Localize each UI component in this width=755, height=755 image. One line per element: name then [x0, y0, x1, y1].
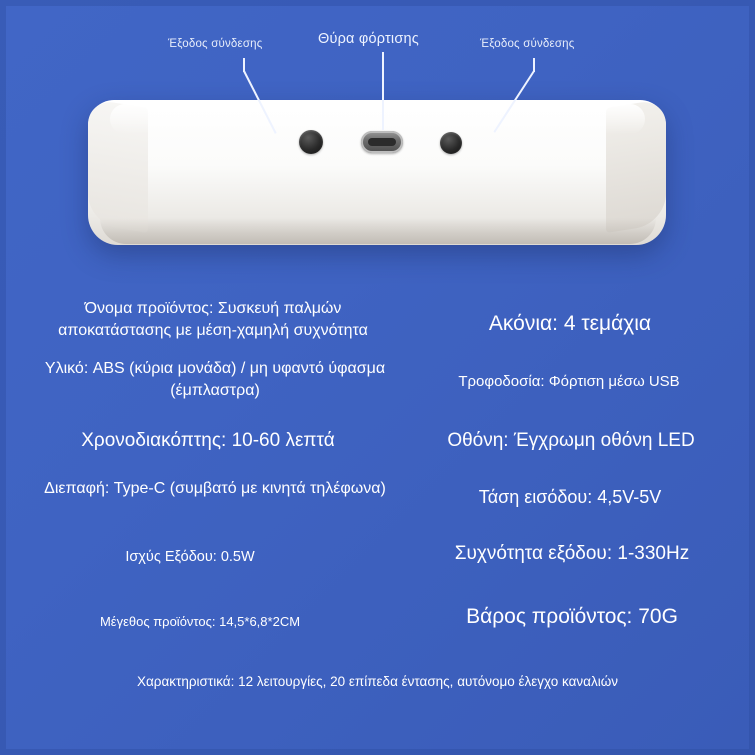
device-highlight	[110, 104, 645, 134]
spec-product-weight: Βάρος προϊόντος: 70G	[466, 605, 678, 628]
spec-input-voltage: Τάση εισόδου: 4,5V-5V	[478, 487, 662, 507]
callout-output-left: Έξοδος σύνδεσης	[168, 38, 263, 50]
spec-interface: Διεπαφή: Type-C (συμβατό με κινητά τηλέφωνα)	[44, 480, 386, 497]
callout-charging-port: Θύρα φόρτισης	[318, 31, 419, 47]
device-shadow	[100, 218, 656, 244]
spec-pads-count: Ακόνια: 4 τεμάχια	[488, 312, 652, 335]
spec-power-supply: Τροφοδοσία: Φόρτιση μέσω USB	[458, 373, 680, 390]
spec-screen: Οθόνη: Έγχρωμη οθόνη LED	[447, 430, 695, 451]
spec-product-name: Όνομα προϊόντος: Συσκευή παλμών αποκατάστασης με μέση-χαμηλή συχνότητα	[58, 300, 368, 339]
spec-timer: Χρονοδιακόπτης: 10-60 λεπτά	[81, 430, 335, 451]
spec-output-frequency: Συχνότητα εξόδου: 1-330Hz	[454, 543, 690, 564]
usb-c-charging-port-icon	[361, 131, 403, 153]
spec-material: Υλικό: ABS (κύρια μονάδα) / μη υφαντό ύφασμα (έμπλαστρα)	[44, 360, 386, 399]
output-jack-left-icon	[299, 130, 323, 154]
output-jack-right-icon	[440, 132, 462, 154]
product-photo	[0, 0, 755, 285]
spec-features: Χαρακτηριστικά: 12 λειτουργίες, 20 επίπεδα έντασης, αυτόνομο έλεγχο καναλιών	[136, 674, 619, 689]
spec-output-power: Ισχύς Εξόδου: 0.5W	[125, 549, 255, 565]
callout-output-right: Έξοδος σύνδεσης	[480, 38, 575, 50]
spec-product-size: Μέγεθος προϊόντος: 14,5*6,8*2CM	[99, 614, 301, 629]
specifications-list	[0, 288, 755, 755]
leader-line-middle	[382, 52, 384, 130]
